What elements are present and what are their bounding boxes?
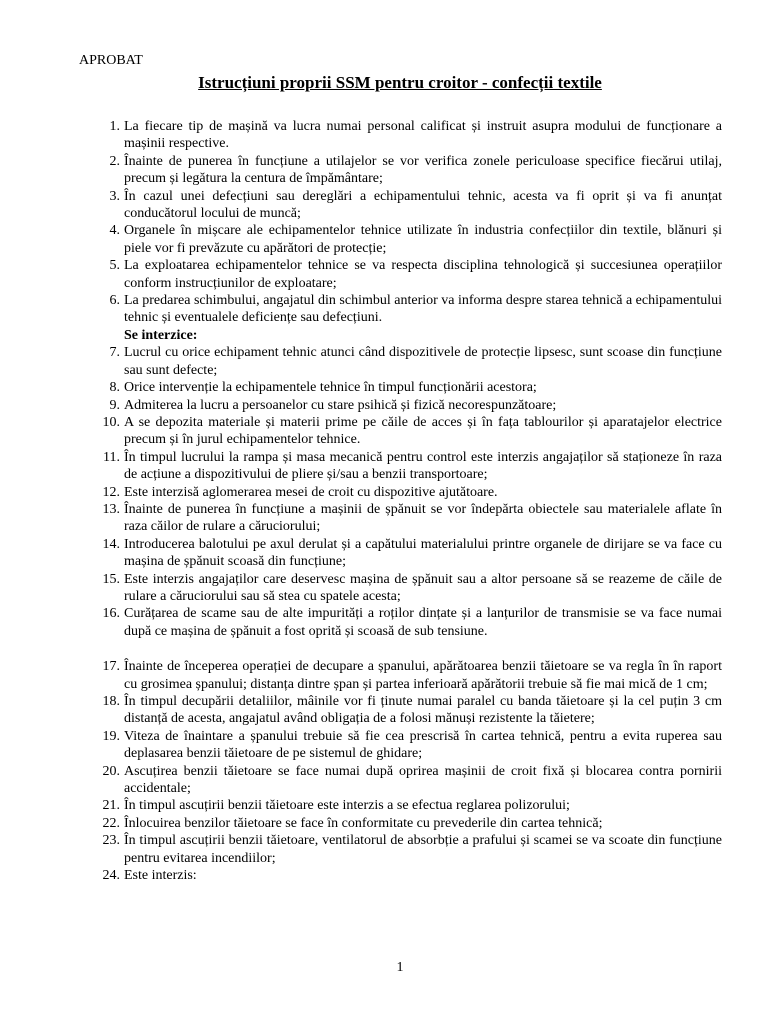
list-item: [102, 867, 722, 884]
item-number: 10.: [102, 414, 120, 430]
item-text: Viteza de înaintare a șpanului trebuie să fie cea prescrisă în cartea tehnică, pentru a evita ruperea sau deplasarea benzii tăietoare de pe sistemul de ghidare;: [124, 728, 722, 762]
item-number: 16.: [102, 606, 120, 622]
list-item: [102, 605, 722, 640]
approval-label: APROBAT: [79, 53, 143, 68]
list-item: [102, 414, 722, 449]
list-item: [102, 815, 722, 832]
item-text: Este interzis angajaților care deservesc mașina de șpănuit sau a altor persoane să se reazeme de căile de rulare a căruciorului sau să stea cu spatele acesta;: [124, 571, 722, 604]
item-number: 23.: [102, 833, 120, 849]
item-number: 14.: [102, 536, 120, 552]
item-text: Este interzisă aglomerarea mesei de croit cu dispozitive ajutătoare.: [124, 484, 498, 500]
item-text: Este interzis:: [124, 868, 197, 884]
list-item: [102, 763, 722, 798]
list-item: [109, 222, 722, 257]
item-number: 12.: [102, 484, 120, 500]
item-text: Înainte de începerea operației de decupare a șpanului, apărătoarea benzii tăietoare se va regla în în raport cu grosimea șpanului; distanța dintre șpan și partea inferioară apărătorii trebuie să fie mai mică de 1 cm;: [124, 659, 722, 692]
item-number: 19.: [102, 728, 120, 744]
item-number: 3.: [109, 188, 120, 204]
item-number: 1.: [109, 119, 120, 134]
list-item: [102, 484, 722, 501]
item-number: 11.: [103, 449, 120, 465]
item-text: Înainte de punerea în funcțiune a mașinii de șpănuit se vor îndepărta obiectele sau materialele aflate în raza căilor de rulare a căruciorului;: [124, 501, 722, 535]
item-text: Introducerea balotului pe axul derulat și a capătului materialului printre organele de dirijare se va face cu mașina de șpănuit scoasă din funcțiune;: [124, 536, 722, 570]
list-item: [109, 292, 722, 327]
item-number: 18.: [102, 694, 120, 709]
section-heading: Se interzice:: [124, 327, 198, 343]
item-number: 20.: [102, 763, 120, 779]
list-item: [109, 118, 722, 153]
list-item: [102, 693, 722, 728]
item-text: În timpul lucrului la rampa și masa mecanică pentru control este interzis angajaților să staționeze în raza de acțiune a dispozitivului de pliere și/sau a benzii transportoare;: [124, 449, 722, 483]
item-text: La exploatarea echipamentelor tehnice se va respecta disciplina tehnologică și succesiunea operațiilor conform instrucțiunilor de exploatare;: [124, 258, 722, 291]
paragraph-gap: [124, 640, 722, 658]
item-text: A se depozita materiale și materii prime pe căile de acces și în fața tablourilor și aparatajelor electrice precum și în jurul echipamentelor tehnice.: [124, 414, 722, 448]
item-number: 6.: [109, 293, 120, 309]
list-item: [102, 728, 722, 763]
item-number: 2.: [109, 153, 120, 169]
item-number: 15.: [102, 571, 120, 587]
item-number: 21.: [102, 798, 120, 814]
list-item: [109, 397, 722, 414]
document-title: Istrucțiuni proprii SSM pentru croitor - confecții textile: [198, 73, 602, 92]
list-item: [102, 536, 722, 571]
list-item: [102, 797, 722, 814]
item-text: La fiecare tip de mașină va lucra numai personal calificat și instruit asupra modului de funcționare a mașinii respective.: [124, 119, 722, 152]
item-number: 9.: [109, 397, 120, 413]
list-item: [109, 344, 722, 379]
instruction-list: [102, 118, 722, 884]
item-number: 7.: [109, 345, 120, 361]
list-item: [102, 658, 722, 693]
item-number: 22.: [102, 815, 120, 831]
item-number: 24.: [102, 868, 120, 884]
item-text: Curățarea de scame sau de alte impurități a roților dințate și a lanțurilor de transmisie se va face numai după ce mașina de șpănuit a fost oprită și scoasă de sub tensiune.: [124, 606, 722, 639]
item-text: Ascuțirea benzii tăietoare se face numai după oprirea mașinii de croit fixă și blocarea contra pornirii accidentale;: [124, 763, 722, 797]
item-text: Organele în mișcare ale echipamentelor tehnice utilizate în industria confecțiilor din textile, blănuri și piele vor fi prevăzute cu apărători de protecție;: [124, 223, 722, 256]
list-item: [109, 257, 722, 292]
item-number: 17.: [102, 659, 120, 675]
item-number: 4.: [109, 223, 120, 239]
list-item: [103, 449, 722, 484]
item-text: Orice intervenție la echipamentele tehnice în timpul funcționării acestora;: [124, 380, 537, 396]
item-text: În timpul ascuțirii benzii tăietoare, ventilatorul de absorbție a prafului și scamei se va scoate din funcțiune pentru evitarea incendiilor;: [124, 833, 722, 866]
list-item: [102, 571, 722, 606]
item-text: Înlocuirea benzilor tăietoare se face în conformitate cu prevederile din cartea tehnică;: [124, 815, 603, 831]
item-text: În timpul decupării detaliilor, mâinile vor fi ținute numai paralel cu banda tăietoare și la cel puțin 3 cm distanță de acesta, angajatul având obligația de a folosi mănuși rezistente la tăietere;: [124, 694, 722, 727]
list-item: [109, 153, 722, 188]
item-text: La predarea schimbului, angajatul din schimbul anterior va informa despre starea tehnică a echipamentului tehnic și eventualele deficiențe sau defecțiuni.: [124, 293, 722, 326]
item-text: În cazul unei defecțiuni sau dereglări a echipamentului tehnic, acesta va fi oprit și va fi anunțat conducătorul locului de muncă;: [124, 188, 722, 222]
list-item: [102, 501, 722, 536]
item-number: 8.: [109, 380, 120, 396]
item-number: 5.: [109, 258, 120, 274]
item-text: Înainte de punerea în funcțiune a utilajelor se vor verifica zonele periculoase specifice fiecărui utilaj, precum și legătura la centura de împământare;: [124, 153, 722, 187]
list-item: [102, 832, 722, 867]
item-text: Admiterea la lucru a persoanelor cu stare psihică și fizică necorespunzătoare;: [124, 397, 557, 413]
item-number: 13.: [102, 501, 120, 517]
page-number: 1: [396, 960, 404, 975]
item-text: Lucrul cu orice echipament tehnic atunci când dispozitivele de protecție lipsesc, sunt scoase din funcțiune sau sunt defecte;: [124, 345, 722, 378]
list-item: [109, 188, 722, 223]
item-text: În timpul ascuțirii benzii tăietoare este interzis a se efectua reglarea polizorului;: [124, 798, 570, 814]
list-item: [109, 379, 722, 396]
